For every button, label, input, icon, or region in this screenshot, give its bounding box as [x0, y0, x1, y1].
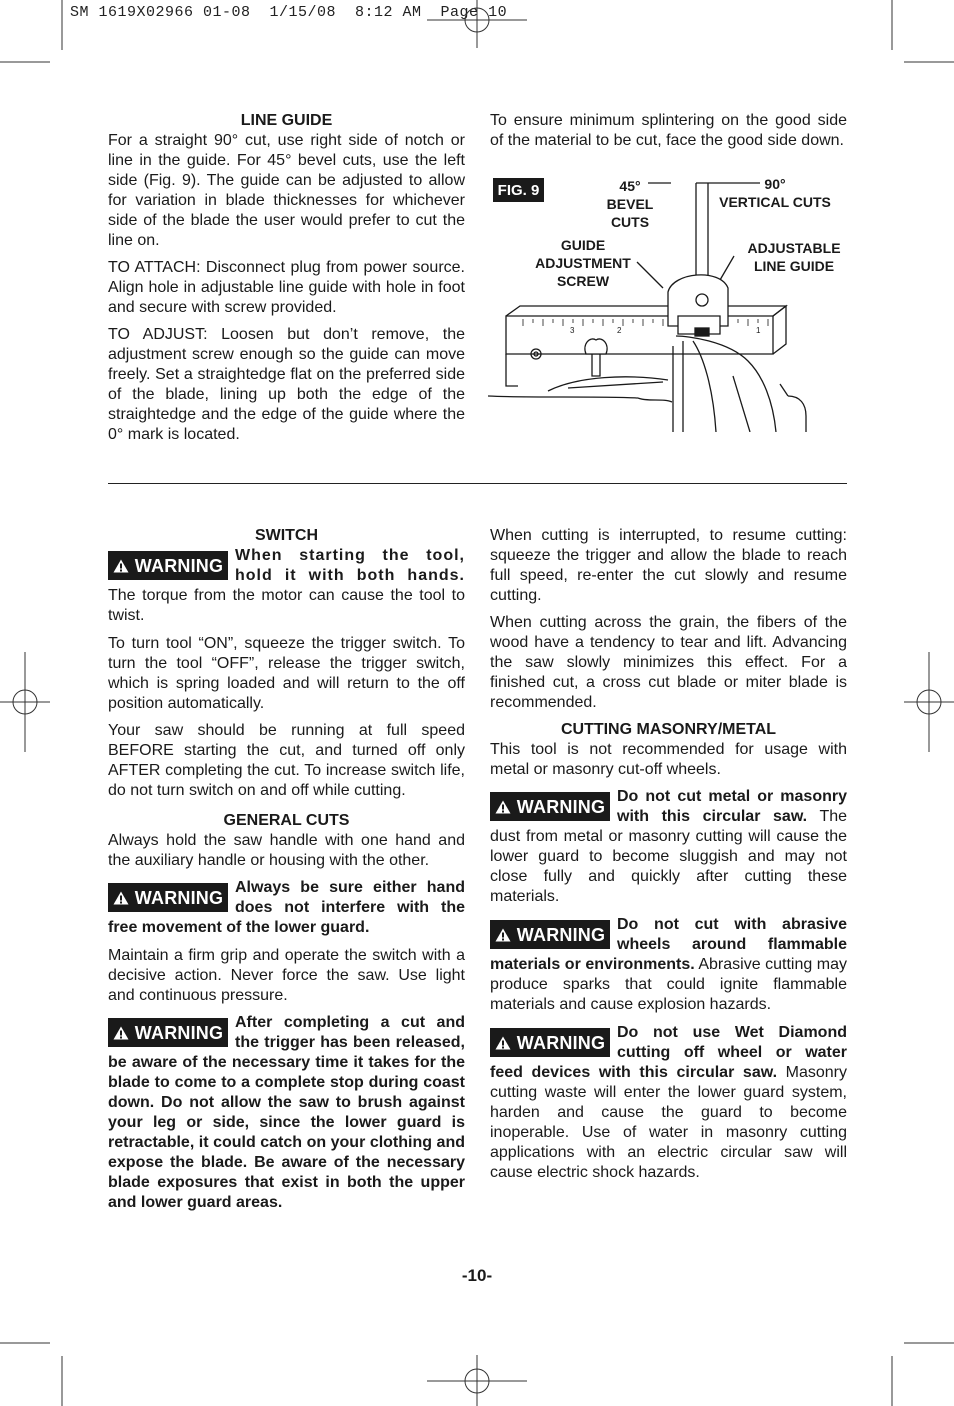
resume-cutting-section	[490, 526, 847, 1191]
warning-triangle-icon	[495, 800, 511, 814]
warning-badge	[490, 792, 610, 821]
line-guide-paragraph-1: For a straight 90° cut, use right side of notch or line in the guide. For 45° bevel cuts, use the left side (Fig. 9). The guide can be adjusted to allow for variation in blade thicknesses for whichever side of the blade the user would prefer to cut the line on.	[108, 132, 465, 249]
masonry-warning-3-bold: Do not use Wet Diamond cutting off wheel or water feed devices with this circular saw.	[490, 1024, 847, 1081]
saw-base-illustration	[488, 176, 848, 432]
warning-triangle-icon	[113, 1026, 129, 1040]
line-guide-heading: LINE GUIDE	[240, 112, 333, 129]
masonry-warning-2-bold: Do not cut with abrasive wheels around flammable materials or environments.	[490, 916, 847, 973]
switch-paragraph-2: Your saw should be running at full speed BEFORE starting the cut, and turned off only AFTER completing the cut. To increase switch life, do not turn switch on and off while cutting.	[108, 722, 465, 799]
switch-paragraph-1: To turn tool “ON”, squeeze the trigger switch. To turn the tool “OFF”, release the trigger switch, which is spring loaded and will return to the off position automatically.	[108, 635, 465, 712]
section-divider	[108, 483, 847, 484]
masonry-warning-3-text: Masonry cutting waste will enter the lower guard system, harden and cause the guard to become inoperable. Use of water in masonry cutting applications with an electric circular saw will cause electric shock hazards.	[490, 1064, 847, 1181]
line-guide-section	[108, 111, 465, 452]
general-cuts-warning-2	[108, 1013, 465, 1213]
vertical-angle: 90°	[764, 176, 786, 192]
splinter-section	[490, 111, 847, 158]
line-guide-adjust-paragraph: TO ADJUST: Loosen but don’t remove, the adjustment screw enough so the guide can move freely. Set a straightedge flat on the preferred side of the blade, lining up both the edge of the straightedge and the edge of the guide where the 0° mark is located.	[108, 326, 465, 443]
line-guide-line-2: LINE GUIDE	[753, 258, 835, 274]
warning-badge	[490, 1028, 610, 1057]
vertical-text: VERTICAL CUTS	[719, 194, 831, 210]
figure-label: FIG. 9	[493, 178, 544, 202]
switch-warning	[108, 546, 465, 626]
bevel-angle: 45°	[619, 178, 641, 194]
switch-warning-text: The torque from the motor can cause the tool to twist.	[108, 587, 465, 624]
general-cuts-warning-2-bold: After completing a cut and the trigger has been released, be aware of the necessary time it takes for the blade to come to a complete stop during coast down. Do not allow the saw to brush against your leg or side, since the lower guard is retractable, it could catch on your clothing and expose the blade. Be aware of the necessary blade exposures that exist in both the upper and lower guard areas.	[108, 1014, 465, 1211]
warning-badge	[108, 1018, 228, 1047]
switch-warning-bold: When starting the tool, hold it with both hands.	[235, 547, 465, 584]
masonry-warning-3	[490, 1023, 847, 1183]
general-cuts-warning-1	[108, 878, 465, 938]
guide-screw-line-3: SCREW	[556, 273, 610, 289]
warning-triangle-icon	[495, 928, 511, 942]
line-guide-line-1: ADJUSTABLE	[747, 240, 841, 256]
grain-paragraph: When cutting across the grain, the fibers of the wood have a tendency to tear and lift. Advancing the saw slowly minimizes this effect. For a finished cut, a cross cut blade or miter blade is recommended.	[490, 614, 847, 711]
warning-badge	[108, 883, 228, 912]
line-guide-attach-paragraph: TO ATTACH: Disconnect plug from power source. Align hole in adjustable line guide with hole in foot and secure with screw provided.	[108, 259, 465, 316]
resume-paragraph: When cutting is interrupted, to resume cutting: squeeze the trigger and allow the blade to reach full speed, re-enter the cut slowly and resume cutting.	[490, 527, 847, 604]
masonry-warning-1-text: The dust from metal or masonry cutting will cause the lower guard to become sluggish and may not close fully and quickly after cutting these materials.	[490, 808, 847, 905]
bevel-text: BEVEL CUTS	[606, 196, 654, 230]
masonry-warning-2	[490, 915, 847, 1015]
general-cuts-heading: GENERAL CUTS	[223, 812, 350, 829]
general-cuts-paragraph-2: Maintain a firm grip and operate the switch with a decisive action. Never force the saw. Use light and continuous pressure.	[108, 947, 465, 1004]
warning-badge	[108, 551, 228, 580]
scale-mark-1: 1	[756, 326, 761, 335]
masonry-paragraph: This tool is not recommended for usage with metal or masonry cut-off wheels.	[490, 741, 847, 778]
print-slug: SM 1619X02966 01-08 1/15/08 8:12 AM Page 10	[70, 4, 508, 21]
general-cuts-paragraph-1: Always hold the saw handle with one hand and the auxiliary handle or housing with the other.	[108, 832, 465, 869]
warning-triangle-icon	[495, 1036, 511, 1050]
warning-label: WARNING	[516, 1032, 606, 1053]
guide-screw-line-1: GUIDE	[560, 237, 606, 253]
guide-screw-line-2: ADJUSTMENT	[535, 255, 631, 271]
general-cuts-warning-1-bold: Always be sure either hand does not interfere with the free movement of the lower guard.	[108, 879, 465, 936]
warning-label: WARNING	[134, 555, 224, 576]
splinter-paragraph: To ensure minimum splintering on the good side of the material to be cut, face the good side down.	[490, 112, 847, 149]
scale-mark-2: 2	[617, 326, 622, 335]
masonry-warning-2-text: Abrasive cutting may produce sparks that could ignite flammable materials and cause explosion hazards.	[490, 956, 847, 1013]
switch-section	[108, 526, 465, 1221]
warning-triangle-icon	[113, 891, 129, 905]
warning-label: WARNING	[134, 1022, 224, 1043]
scale-mark-3: 3	[570, 326, 575, 335]
page-number: -10-	[461, 1266, 493, 1285]
warning-label: WARNING	[516, 796, 606, 817]
warning-label: WARNING	[134, 887, 224, 908]
masonry-warning-1	[490, 787, 847, 907]
masonry-heading: CUTTING MASONRY/METAL	[560, 721, 777, 738]
switch-heading: SWITCH	[254, 527, 319, 544]
warning-triangle-icon	[113, 559, 129, 573]
warning-badge	[490, 920, 610, 949]
warning-label: WARNING	[516, 924, 606, 945]
masonry-warning-1-bold: Do not cut metal or masonry with this circular saw.	[617, 788, 847, 825]
